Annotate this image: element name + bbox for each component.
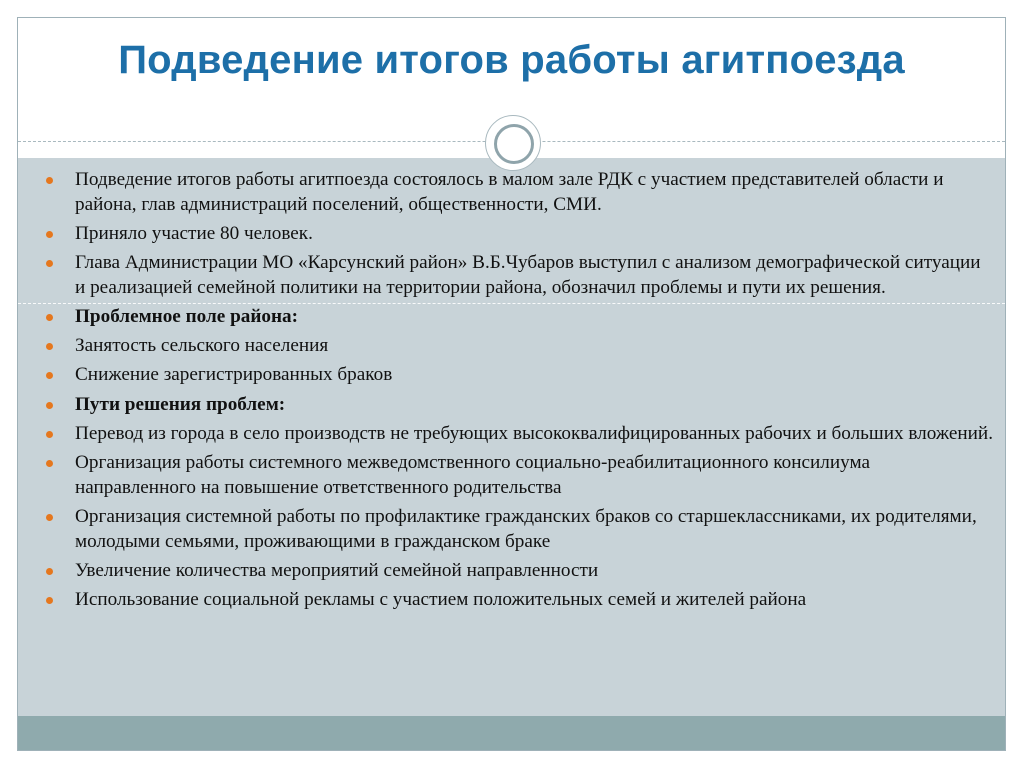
bullet-icon — [46, 260, 53, 267]
list-item — [43, 422, 993, 447]
list-heading — [43, 393, 993, 418]
bullet-icon — [46, 231, 53, 238]
list-item — [43, 451, 993, 500]
bullet-icon — [46, 568, 53, 575]
list-heading — [43, 305, 993, 330]
list-item-text: Организация работы системного межведомственного социально-реабилитационного консилиума направленного на повышение ответственного родительства — [75, 452, 870, 498]
list-item-text: Проблемное поле района: — [75, 305, 299, 327]
list-item — [43, 363, 993, 388]
bullet-icon — [46, 372, 53, 379]
list-item-text: Пути решения проблем: — [75, 393, 286, 415]
list-item-text: Организация системной работы по профилактике гражданских браков со старшеклассниками, их родителями, молодыми семьями, проживающими в гражданском браке — [75, 506, 977, 552]
bullet-icon — [46, 402, 53, 409]
list-item-text: Глава Администрации МО «Карсунский район» В.Б.Чубаров выступил с анализом демографической ситуации и реализацией семейной политики на территории района, обозначил проблемы и пути их решения. — [75, 252, 981, 298]
list-item-text: Занятость сельского населения — [75, 335, 329, 357]
bullet-icon — [46, 514, 53, 521]
list-item — [43, 251, 993, 300]
bullet-icon — [46, 343, 53, 350]
slide — [17, 17, 1006, 751]
list-item-text: Перевод из города в село производств не требующих высококвалифицированных рабочих и больших вложений. — [75, 423, 993, 445]
bullet-icon — [46, 460, 53, 467]
list-item — [43, 222, 993, 247]
bullet-icon — [46, 431, 53, 438]
bullet-icon — [46, 177, 53, 184]
footer-band — [18, 716, 1005, 751]
circle-ring — [494, 124, 534, 164]
circle-ornament-icon — [485, 115, 541, 171]
list-item — [43, 168, 993, 217]
list-item — [43, 505, 993, 554]
bullet-icon — [46, 597, 53, 604]
list-item-text: Приняло участие 80 человек. — [75, 222, 313, 244]
list-item-text: Увеличение количества мероприятий семейной направленности — [75, 559, 599, 581]
list-item — [43, 334, 993, 359]
list-item — [43, 559, 993, 584]
slide-title: Подведение итогов работы агитпоезда — [118, 38, 905, 82]
bullet-list — [43, 168, 993, 618]
list-item-text: Использование социальной рекламы с участием положительных семей и жителей района — [75, 589, 807, 611]
list-item-text: Подведение итогов работы агитпоезда состоялось в малом зале РДК с участием представителей области и района, глав администраций поселений, общественности, СМИ. — [75, 169, 944, 215]
bullet-icon — [46, 314, 53, 321]
list-item-text: Снижение зарегистрированных браков — [75, 364, 393, 386]
list-item — [43, 588, 993, 613]
